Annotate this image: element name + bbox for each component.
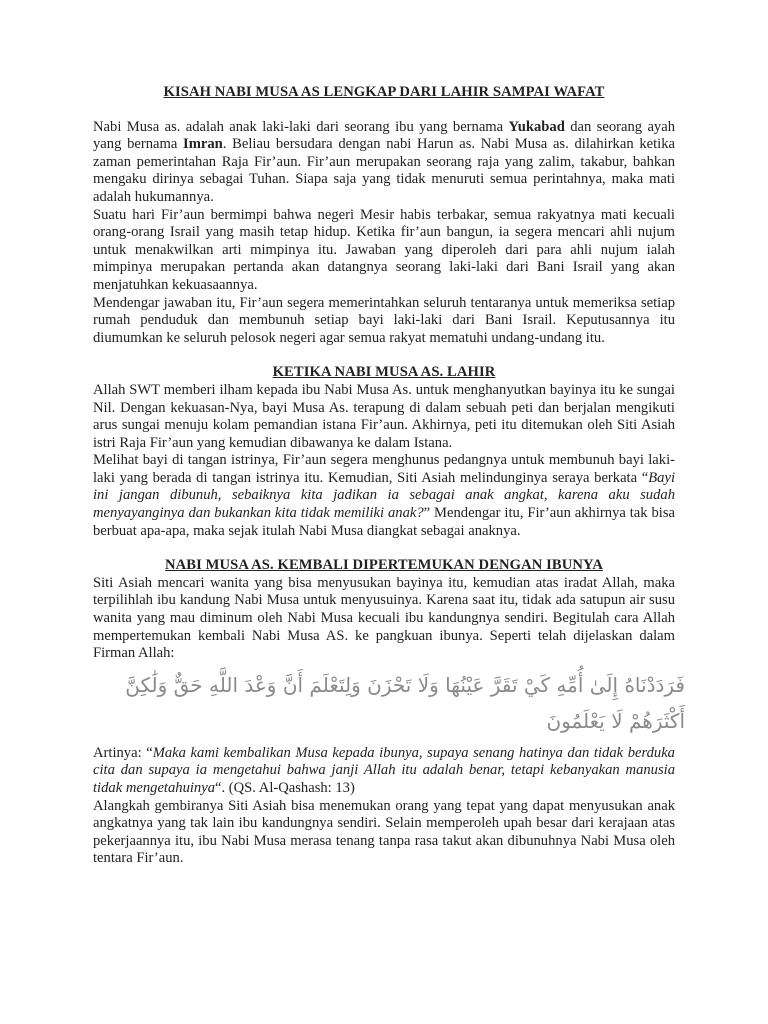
section-heading-birth: KETIKA NABI MUSA AS. LAHIR: [272, 364, 496, 381]
birth-paragraph-2: [93, 452, 675, 540]
verse-translation: [93, 745, 675, 798]
name-yukabad: Yukabad: [508, 118, 565, 135]
reunion-paragraph-2: Alangkah gembiranya Siti Asiah bisa menemukan orang yang tepat yang dapat menyusukan anak angkatnya yang tak lain ibu kandungnya sendiri. Selain memperoleh upah besar dari kerajaan atas pekerjaannya itu, ibu Nabi Musa merasa tenang tanpa rasa takut akan dibunuhnya Nabi Musa oleh tentara Fir’aun.: [93, 797, 675, 867]
translation-citation: “. (QS. Al-Qashash: 13): [215, 780, 355, 796]
birth-paragraph-1: Allah SWT memberi ilham kepada ibu Nabi Musa As. untuk menghanyutkan bayinya itu ke sungai Nil. Dengan kekuasan-Nya, bayi Musa As. terapung di dalam sebuah peti dan berjalan mengikuti arus sungai menuju kolam pemandian istana Fir’aun. Akhirnya, peti itu ditemukan oleh Siti Asiah istri Raja Fir’aun yang kemudian dibawanya ke dalam Istana.: [93, 381, 675, 451]
intro-paragraph-3: Mendengar jawaban itu, Fir’aun segera memerintahkan seluruh tentaranya untuk memeriksa setiap rumah penduduk dan membunuh setiap bayi laki-laki dari Bani Israil. Keputusannya itu diumumkan ke seluruh pelosok negeri agar semua rakyat mematuhi undang-undang itu.: [93, 294, 675, 346]
document-page: [93, 84, 685, 868]
intro-text-1c: . Beliau bersudara dengan nabi Harun as. Nabi Musa as. dilahirkan ketika zaman pemerintahan Raja Fir’aun. Fir’aun merupakan seorang raja yang zalim, takabur, bahkan mengaku dirinya sebagai Tuhan. Siapa saja yang tidak menuruti semua perintahnya, maka mati adalah hukumannya.: [93, 136, 675, 205]
birth-text-2a: Melihat bayi di tangan istrinya, Fir’aun segera menghunus pedangnya untuk membunuh bayi laki-laki yang berada di tangan istrinya itu. Kemudian, Siti Asiah melindunginya seraya berkata “: [93, 452, 675, 486]
intro-paragraph-2: Suatu hari Fir’aun bermimpi bahwa negeri Mesir habis terbakar, semua rakyatnya mati kecuali orang-orang Israil yang masih tetap hidup. Ketika fir’aun bangun, ia segera mencari ahli nujum untuk menakwilkan arti mimpinya itu. Jawaban yang diperoleh dari para ahli nujum ialah mimpinya merupakan pertanda akan datangnya seorang laki-laki dari Bani Israil yang akan menjatuhkan kekuasaannya.: [93, 206, 675, 293]
intro-paragraph-1: [93, 119, 675, 207]
asiah-quote: Bayi ini jangan dibunuh, sebaiknya kita jadikan ia sebagai anak angkat, karena aku sudah menyayanginya dan bukankan kita tidak memiliki anak?: [93, 469, 675, 522]
birth-text-2b: ” Mendengar itu, Fir’aun akhirnya tak bisa berbuat apa-apa, maka sejak itulah Nabi Musa diangkat sebagai anaknya.: [93, 505, 675, 539]
section-heading-reunion: NABI MUSA AS. KEMBALI DIPERTEMUKAN DENGAN IBUNYA: [165, 557, 603, 574]
reunion-paragraph-1: Siti Asiah mencari wanita yang bisa menyusukan bayinya itu, kemudian atas iradat Allah, maka terpilihlah ibu kandung Nabi Musa untuk menyusuinya. Karena saat itu, tidak ada satupun air susu wanita yang mau diminum oleh Nabi Musa kecuali ibu kandungnya sendiri. Begitulah cara Allah mempertemukan kembali Nabi Musa AS. ke pangkuan ibunya. Seperti telah dijelaskan dalam Firman Allah:: [93, 574, 675, 662]
quran-verse-arabic: فَرَدَدْنَاهُ إِلَىٰ أُمِّهِ كَيْ تَقَرَّ عَيْنُهَا وَلَا تَحْزَنَ وَلِتَعْلَمَ أَنَّ وَعْدَ اللَّهِ حَقٌّ وَلَٰكِنَّ أَكْثَرَهُمْ لَا يَعْلَمُونَ: [125, 672, 685, 733]
translation-text: Maka kami kembalikan Musa kepada ibunya, supaya senang hatinya dan tidak berduka cita dan supaya ia mengetahui bahwa janji Allah itu adalah benar, tetapi kebanyakan manusia tidak mengetahuinya: [93, 744, 675, 796]
intro-text-1b: dan seorang ayah yang bernama: [93, 118, 676, 153]
intro-text-1a: Nabi Musa as. adalah anak laki-laki dari seorang ibu yang bernama: [93, 118, 509, 135]
translation-prefix: Artinya: “: [93, 744, 153, 761]
document-title: KISAH NABI MUSA AS LENGKAP DARI LAHIR SAMPAI WAFAT: [163, 84, 605, 100]
name-imran: Imran: [183, 136, 223, 153]
